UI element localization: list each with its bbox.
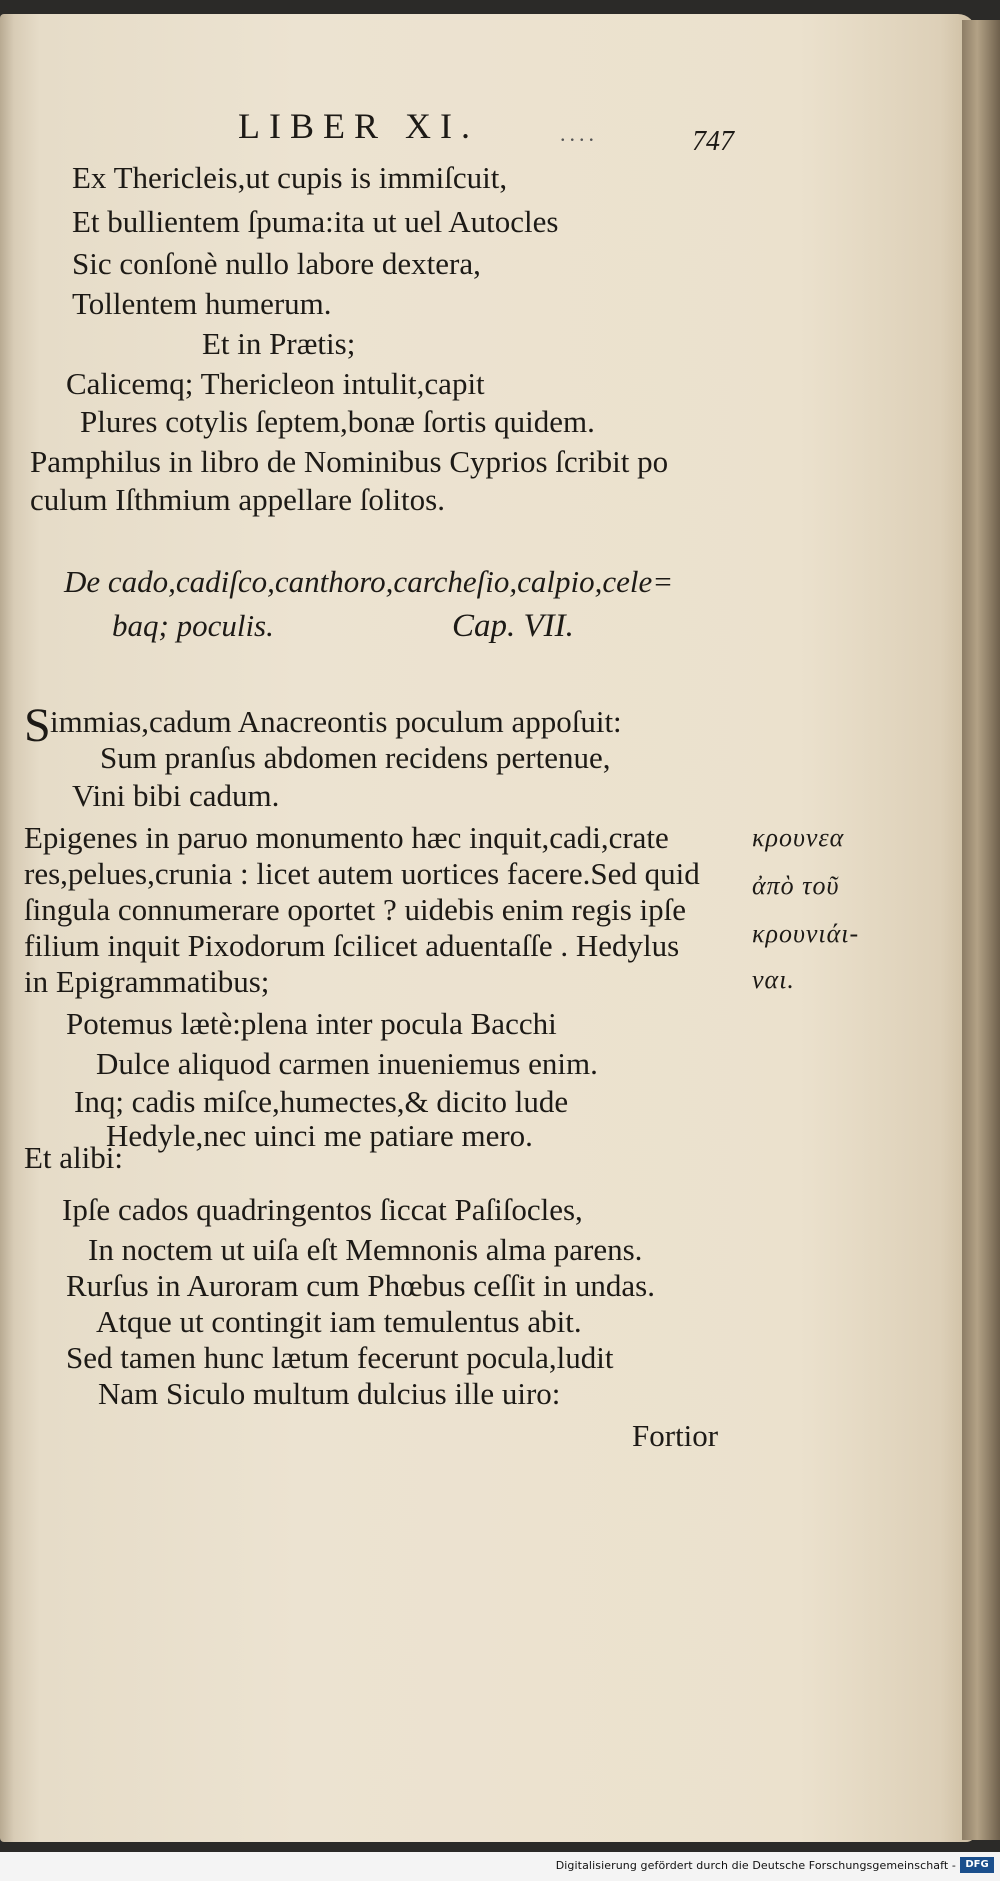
footer-credit: Digitalisierung gefördert durch die Deutsche Forschungsgemeinschaft - bbox=[555, 1859, 956, 1872]
text-line: Sum pranſus abdomen recidens pertenue, bbox=[100, 740, 611, 775]
text-line: Sic conſonè nullo labore dextera, bbox=[72, 246, 481, 281]
text-line: in Epigrammatibus; bbox=[24, 964, 270, 999]
text-line: immias,cadum Anacreontis poculum appoſuit: bbox=[50, 704, 622, 739]
text-line: Tollentem humerum. bbox=[72, 286, 332, 321]
text-line: res,pelues,crunia : licet autem uortices facere.Sed quid bbox=[24, 856, 700, 891]
margin-note-line: κρουνιάι- bbox=[752, 919, 860, 948]
text-line: Epigenes in paruo monumento hæc inquit,cadi,crate bbox=[24, 820, 669, 855]
text-line: Rurſus in Auroram cum Phœbus ceſſit in undas. bbox=[66, 1268, 655, 1303]
text-line: filium inquit Pixodorum ſcilicet aduentaſſe . Hedylus bbox=[24, 928, 680, 963]
catchword: Fortior bbox=[632, 1418, 719, 1453]
text-line: In noctem ut uiſa eſt Memnonis alma parens. bbox=[88, 1232, 643, 1267]
text-line: culum Iſthmium appellare ſolitos. bbox=[30, 482, 445, 517]
margin-note-line: ἀπὸ τοῦ bbox=[752, 871, 840, 900]
text-line: Plures cotylis ſeptem,bonæ ſortis quidem. bbox=[80, 404, 595, 439]
text-line: Et in Prætis; bbox=[202, 326, 356, 361]
text-line: Potemus lætè:plena inter pocula Bacchi bbox=[66, 1006, 557, 1041]
margin-note-line: ναι. bbox=[752, 965, 795, 994]
text-line: Inq; cadis miſce,humectes,& dicito lude bbox=[74, 1084, 569, 1119]
text-line: Ipſe cados quadringentos ſiccat Paſiſocles, bbox=[62, 1192, 583, 1227]
chapter-number: Cap. VII. bbox=[452, 608, 574, 644]
page-edge bbox=[962, 20, 1000, 1840]
chapter-heading: De cado,cadiſco,canthoro,carcheſio,calpio,cele= bbox=[64, 564, 674, 599]
text-line: Nam Siculo multum dulcius ille uiro: bbox=[98, 1376, 561, 1411]
text-line: Ex Thericleis,ut cupis is immiſcuit, bbox=[72, 160, 508, 195]
dfg-logo: DFG bbox=[960, 1857, 994, 1873]
text-line: Dulce aliquod carmen inueniemus enim. bbox=[96, 1046, 598, 1081]
drop-initial: S bbox=[24, 699, 51, 752]
page-number: 747 bbox=[692, 126, 734, 157]
text-line: ſingula connumerare oportet ? uidebis enim regis ipſe bbox=[24, 892, 686, 927]
text-line: Vini bibi cadum. bbox=[72, 778, 280, 813]
chapter-heading-continued: baq; poculis. bbox=[112, 608, 274, 643]
text-line: Et bullientem ſpuma:ita ut uel Autocles bbox=[72, 204, 559, 239]
text-line: Calicemq; Thericleon intulit,capit bbox=[66, 366, 485, 401]
margin-note-line: κρουνεα bbox=[752, 823, 845, 852]
running-header: LIBER XI. bbox=[238, 106, 479, 146]
header-dots: .... bbox=[560, 121, 598, 146]
text-line: Atque ut contingit iam temulentus abit. bbox=[96, 1304, 582, 1339]
text-line: Sed tamen hunc lætum fecerunt pocula,ludit bbox=[66, 1340, 614, 1375]
text-line: Hedyle,nec uinci me patiare mero. bbox=[106, 1118, 533, 1153]
text-line: Pamphilus in libro de Nominibus Cyprios ſcribit po bbox=[30, 444, 669, 479]
text-line: Et alibi: bbox=[24, 1140, 124, 1175]
